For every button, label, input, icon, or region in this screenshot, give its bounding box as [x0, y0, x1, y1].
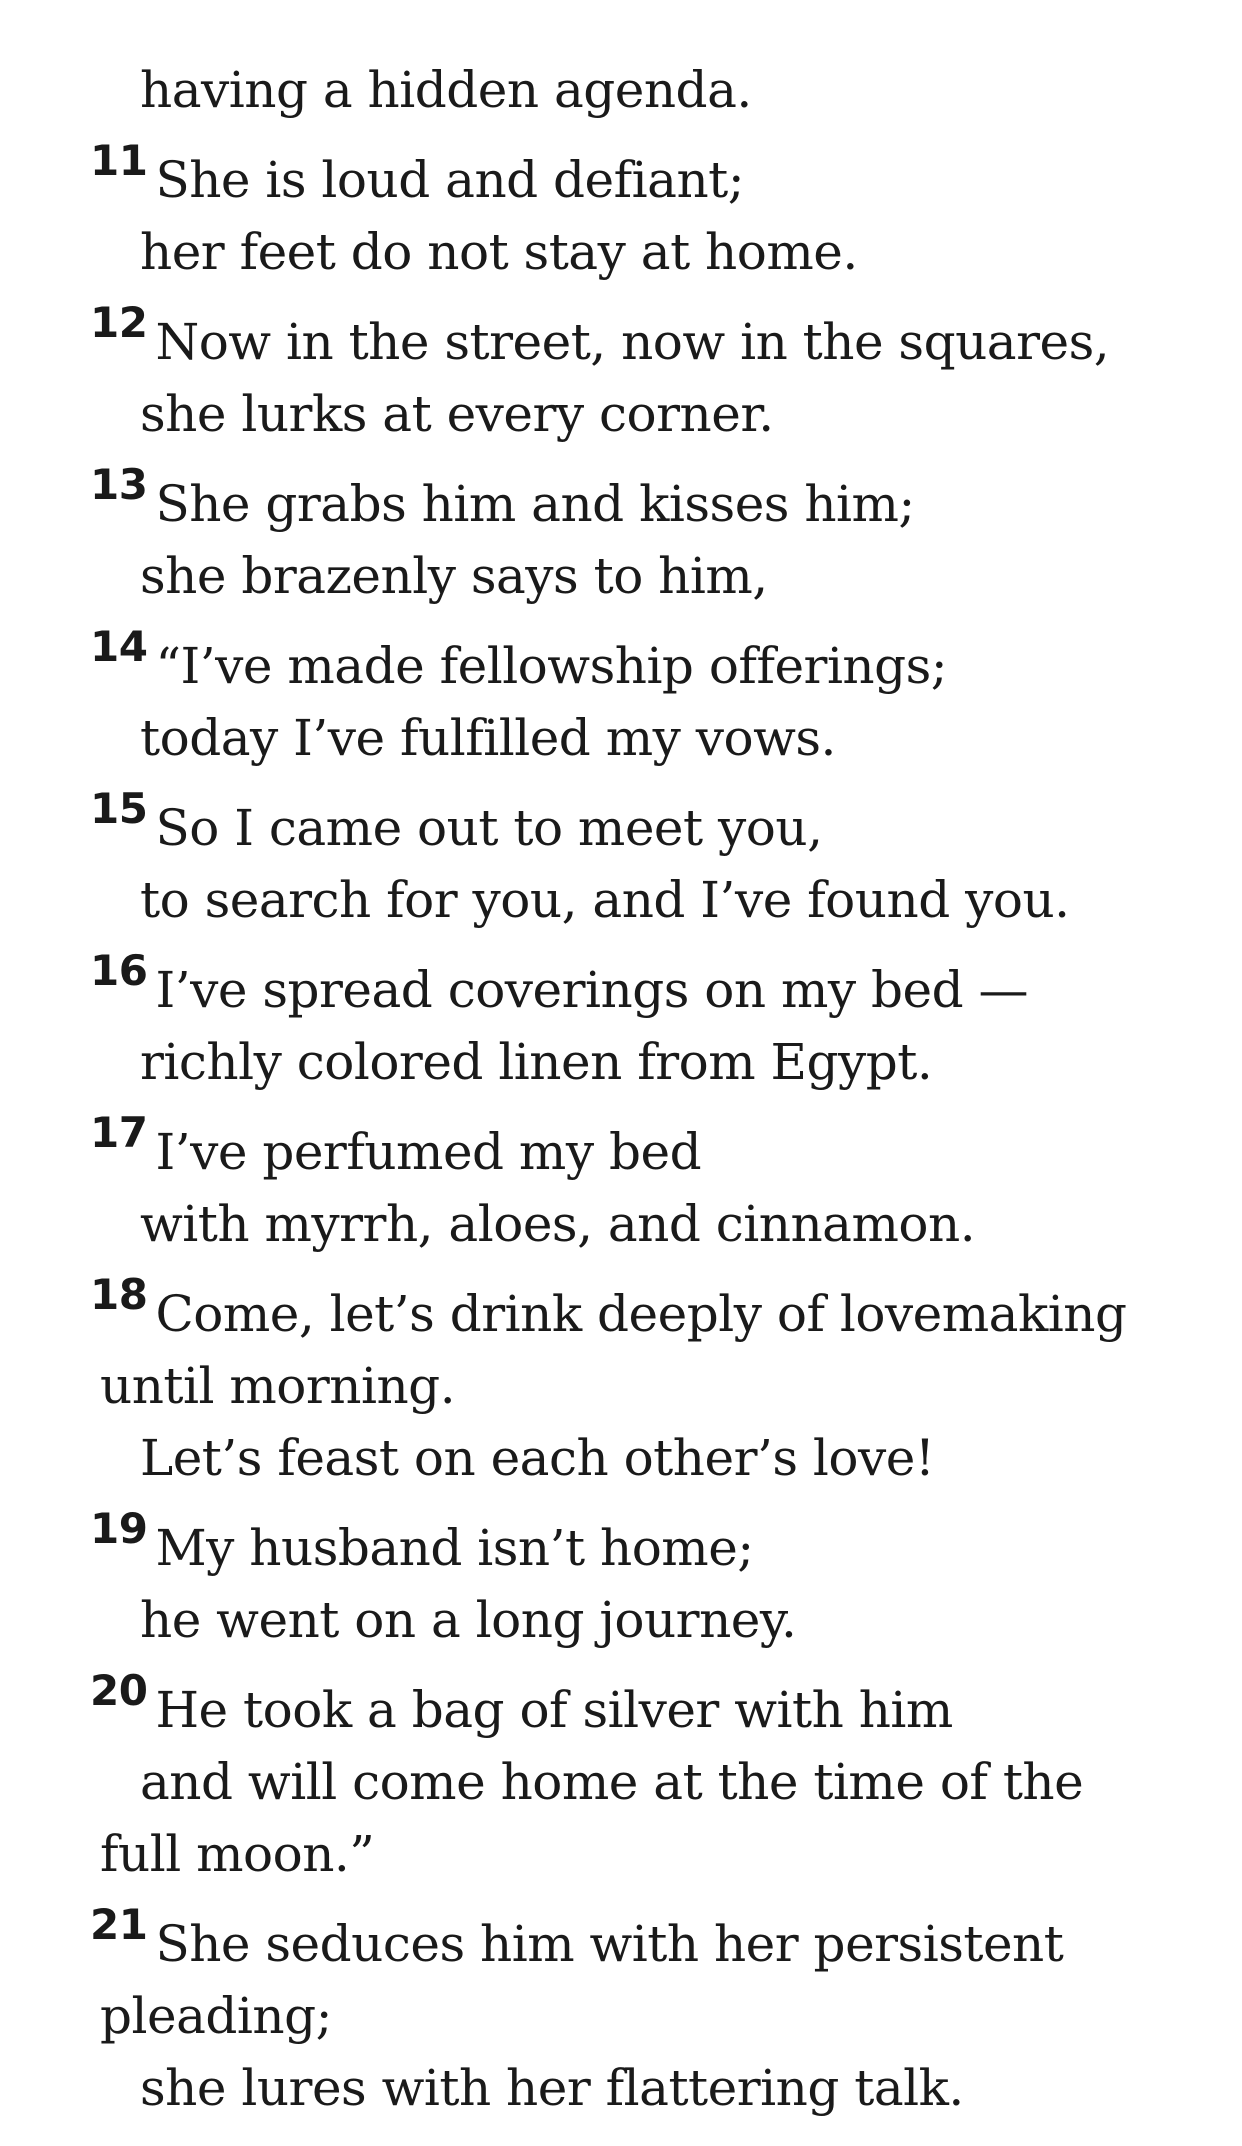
verse-14-line: $^{14}$ “I’ve made fellowship offerings; — [90, 622, 948, 695]
verse-number[interactable]: 16 — [90, 946, 148, 995]
poetry-line-continuation: full moon.” — [100, 1825, 375, 1883]
poetry-line-continuation: pleading; — [100, 1987, 332, 2045]
verse-number[interactable]: 11 — [90, 136, 148, 185]
verse-20-line: $^{20}$ He took a bag of silver with him — [90, 1666, 953, 1739]
verse-number[interactable]: 17 — [90, 1108, 148, 1157]
poetry-line: today I’ve fulfilled my vows. — [140, 709, 836, 767]
verse-13-line: $^{13}$ She grabs him and kisses him; — [90, 460, 915, 533]
verse-16-line: $^{16}$ I’ve spread coverings on my bed — — [90, 946, 1029, 1019]
verse-21-line: $^{21}$ She seduces him with her persistent — [90, 1900, 1064, 1973]
verse-number[interactable]: 13 — [90, 460, 148, 509]
verse-number[interactable]: 18 — [90, 1270, 148, 1319]
verse-number[interactable]: 20 — [90, 1666, 148, 1715]
poetry-line: she brazenly says to him, — [140, 547, 768, 605]
poetry-line: having a hidden agenda. — [140, 61, 752, 119]
poetry-line: she lurks at every corner. — [140, 385, 774, 443]
verse-17-line: $^{17}$ I’ve perfumed my bed — [90, 1108, 702, 1181]
poetry-line-continuation: until morning. — [100, 1357, 456, 1415]
verse-number[interactable]: 19 — [90, 1504, 148, 1553]
poetry-line: to search for you, and I’ve found you. — [140, 871, 1070, 929]
verse-19-line: $^{19}$ My husband isn’t home; — [90, 1504, 754, 1577]
verse-18-line: $^{18}$ Come, let’s drink deeply of lovemaking — [90, 1270, 1127, 1343]
poetry-line: her feet do not stay at home. — [140, 223, 858, 281]
verse-12-line: $^{12}$ Now in the street, now in the squares, — [90, 298, 1110, 371]
verse-number[interactable]: 21 — [90, 1900, 148, 1949]
verse-number[interactable]: 12 — [90, 298, 148, 347]
poetry-line: Let’s feast on each other’s love! — [140, 1429, 935, 1487]
poetry-line: richly colored linen from Egypt. — [140, 1033, 933, 1091]
verse-15-line: $^{15}$ So I came out to meet you, — [90, 784, 823, 857]
poetry-line: with myrrh, aloes, and cinnamon. — [140, 1195, 976, 1253]
poetry-line: and will come home at the time of the — [140, 1753, 1084, 1811]
verse-11-line: $^{11}$ She is loud and defiant; — [90, 136, 745, 209]
verse-number[interactable]: 15 — [90, 784, 148, 833]
poetry-line: she lures with her flattering talk. — [140, 2059, 964, 2117]
poetry-line: he went on a long journey. — [140, 1591, 797, 1649]
verse-number[interactable]: 14 — [90, 622, 148, 671]
